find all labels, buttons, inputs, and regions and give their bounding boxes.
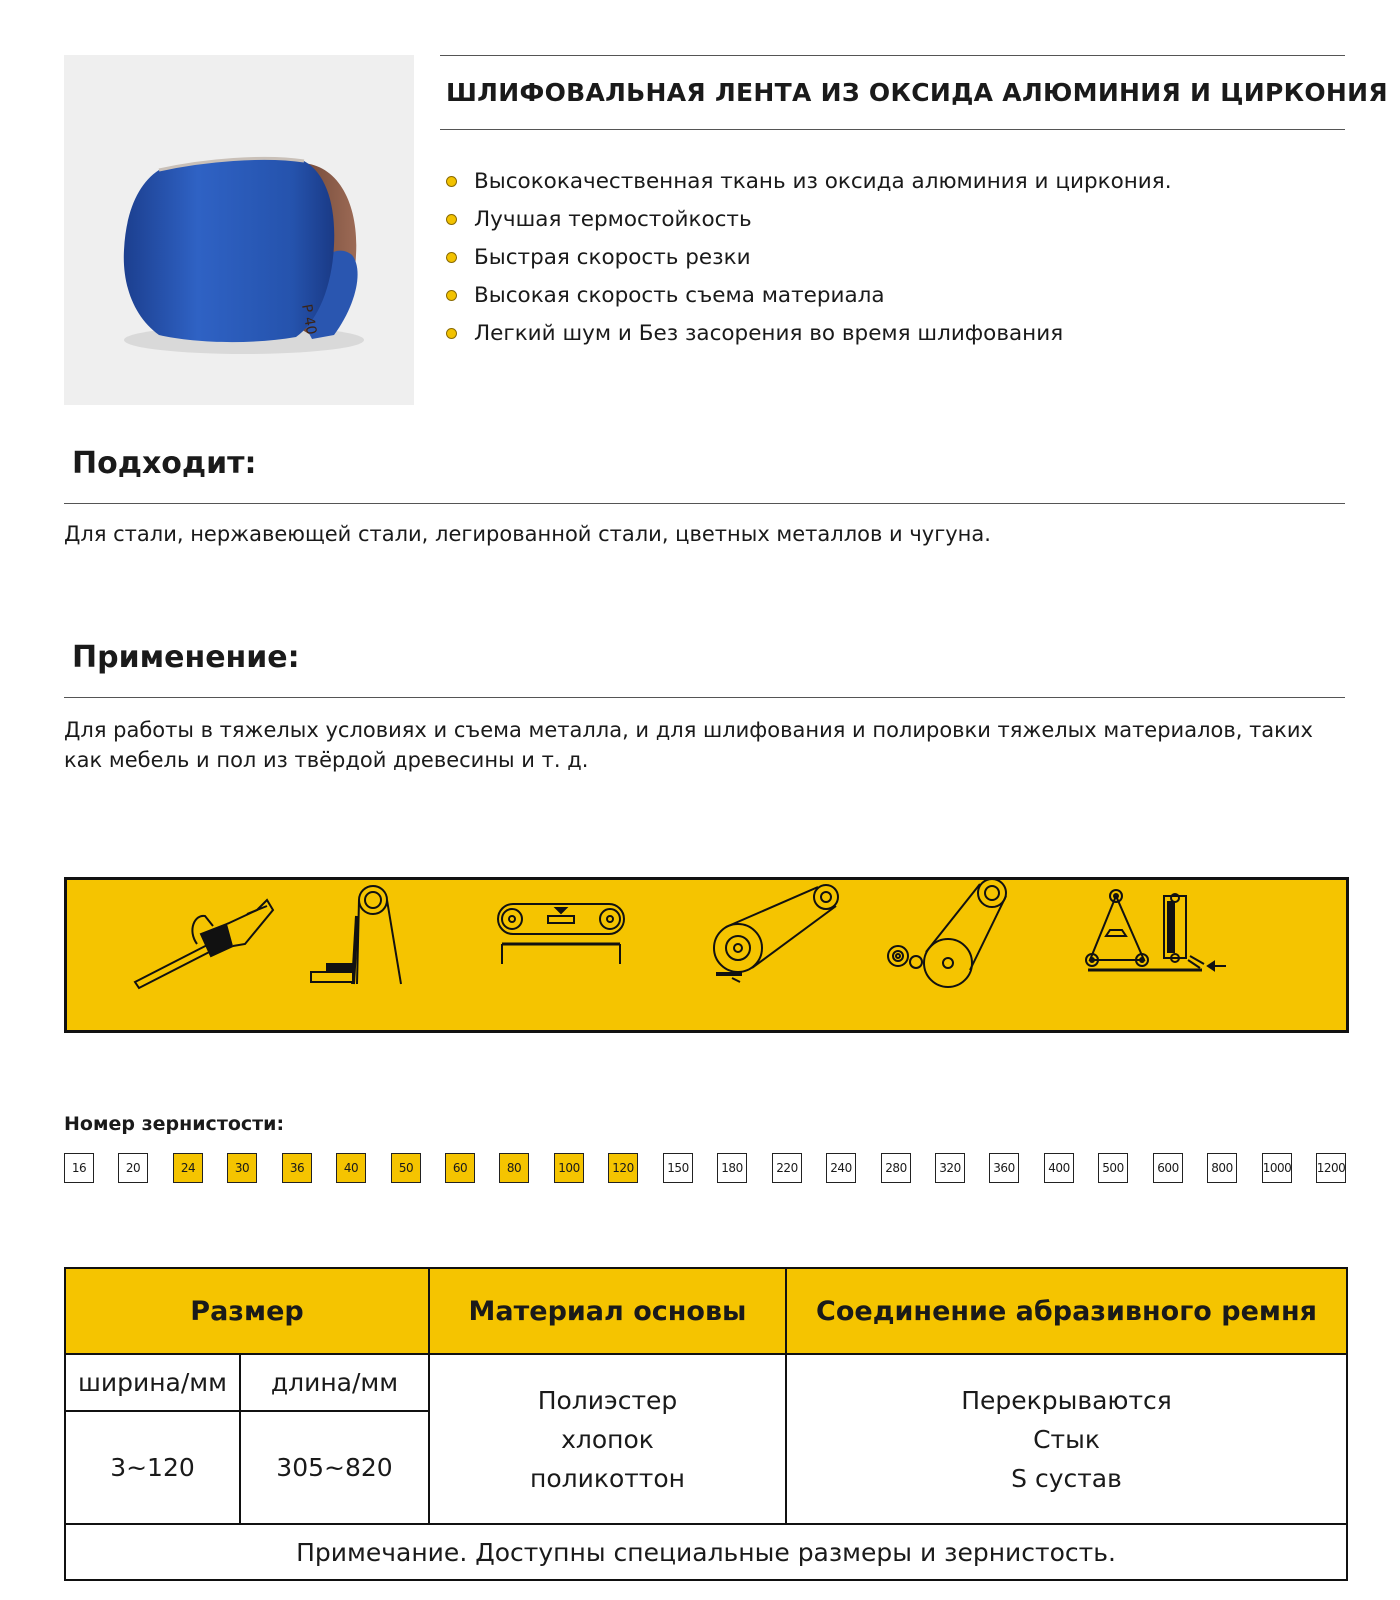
sanding-belt-illustration: [64, 55, 414, 405]
feature-item: [446, 200, 1172, 238]
grit-box: 80: [499, 1153, 529, 1183]
bullet-icon: [446, 252, 457, 263]
feature-text: Высококачественная ткань из оксида алюминия и циркония.: [474, 168, 1172, 194]
material-header: Материал основы: [429, 1268, 786, 1354]
width-value: 3~120: [65, 1411, 240, 1524]
joint-values: [786, 1354, 1347, 1524]
grit-box: 1000: [1262, 1153, 1292, 1183]
feature-item: [446, 276, 1172, 314]
grit-box: 36: [282, 1153, 312, 1183]
grit-box: 280: [881, 1153, 911, 1183]
feature-item: [446, 314, 1172, 352]
grit-box: 360: [989, 1153, 1019, 1183]
size-header: Размер: [65, 1268, 429, 1354]
feature-text: Высокая скорость съема материала: [474, 282, 885, 308]
grit-box: 240: [826, 1153, 856, 1183]
grit-box: 50: [391, 1153, 421, 1183]
spec-table: [64, 1267, 1348, 1581]
length-label: длина/мм: [240, 1354, 429, 1411]
triangle-belt-grinder-icon: [1082, 880, 1242, 1030]
vertical-belt-grinder-icon: [307, 880, 417, 1030]
material-item: хлопок: [561, 1424, 654, 1454]
grit-box: 800: [1207, 1153, 1237, 1183]
grit-box: 600: [1153, 1153, 1183, 1183]
grit-title: Номер зернистости:: [64, 1113, 285, 1135]
title-divider-top: [440, 55, 1345, 56]
grit-box: 100: [554, 1153, 584, 1183]
flat-belt-sander-icon: [492, 880, 632, 1030]
material-values: [429, 1354, 786, 1524]
application-icons-strip: [64, 877, 1349, 1033]
joint-header: Соединение абразивного ремня: [786, 1268, 1347, 1354]
joint-item: Стык: [1033, 1424, 1100, 1454]
material-item: поликоттон: [529, 1463, 686, 1493]
product-title: ШЛИФОВАЛЬНАЯ ЛЕНТА ИЗ ОКСИДА АЛЮМИНИЯ И ЦИРКОНИЯ: [446, 78, 1388, 107]
grit-box: 150: [663, 1153, 693, 1183]
grit-box: 1200: [1316, 1153, 1346, 1183]
suitable-divider: [64, 503, 1345, 504]
bullet-icon: [446, 328, 457, 339]
grit-box: 180: [717, 1153, 747, 1183]
joint-item: Перекрываются: [961, 1385, 1172, 1415]
suitable-heading: Подходит:: [72, 446, 257, 481]
grit-box: 20: [118, 1153, 148, 1183]
grit-list: [64, 1153, 1346, 1185]
feature-item: [446, 162, 1172, 200]
grit-box: 30: [227, 1153, 257, 1183]
feature-text: Быстрая скорость резки: [474, 244, 751, 270]
grit-box: 400: [1044, 1153, 1074, 1183]
handheld-belt-sander-icon: [127, 880, 277, 1030]
length-value: 305~820: [240, 1411, 429, 1524]
feature-list: [446, 162, 1172, 352]
spec-note: Примечание. Доступны специальные размеры и зернистость.: [65, 1524, 1347, 1580]
application-heading: Применение:: [72, 640, 300, 675]
joint-item: S сустав: [1011, 1463, 1122, 1493]
bullet-icon: [446, 290, 457, 301]
application-divider: [64, 697, 1345, 698]
bullet-icon: [446, 176, 457, 187]
suitable-text: Для стали, нержавеющей стали, легированной стали, цветных металлов и чугуна.: [64, 522, 991, 546]
width-label: ширина/мм: [65, 1354, 240, 1411]
grit-box: 320: [935, 1153, 965, 1183]
product-image: [64, 55, 414, 405]
feature-text: Лучшая термостойкость: [474, 206, 752, 232]
grit-box: 120: [608, 1153, 638, 1183]
title-divider-bottom: [440, 129, 1345, 130]
bullet-icon: [446, 214, 457, 225]
feature-item: [446, 238, 1172, 276]
contact-wheel-belt-icon: [882, 880, 1022, 1030]
grit-box: 220: [772, 1153, 802, 1183]
grit-box: 24: [173, 1153, 203, 1183]
grit-box: 40: [336, 1153, 366, 1183]
grit-box: 500: [1098, 1153, 1128, 1183]
inclined-belt-sander-icon: [712, 880, 862, 1030]
feature-text: Легкий шум и Без засорения во время шлифования: [474, 320, 1064, 346]
material-item: Полиэстер: [537, 1385, 678, 1415]
grit-box: 60: [445, 1153, 475, 1183]
application-text: Для работы в тяжелых условиях и съема металла, и для шлифования и полировки тяжелых материалов, таких как мебель и пол из твёрдой древесины и т. д.: [64, 718, 1313, 772]
grit-print-text: P 40: [298, 302, 320, 336]
grit-box: 16: [64, 1153, 94, 1183]
